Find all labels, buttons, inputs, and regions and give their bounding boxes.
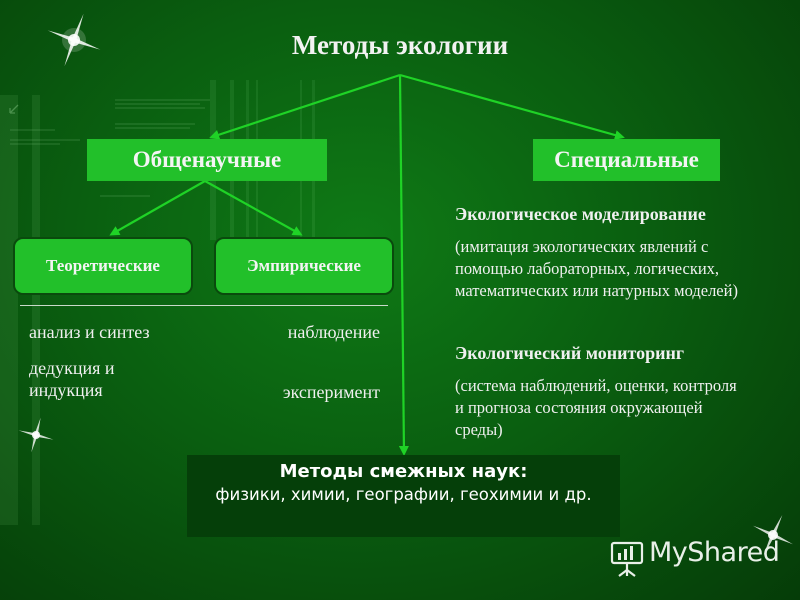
watermark-text: MyShared: [649, 537, 780, 568]
diagram-title: Методы экологии: [291, 30, 509, 60]
modeling-description: (имитация экологических явлений с помощью лабораторных, логических, математических или натурных моделей): [455, 237, 738, 300]
general-methods-box: Общенаучные: [87, 139, 327, 181]
empirical-item: наблюдение: [287, 322, 380, 342]
special-methods-box: Специальные: [533, 139, 720, 181]
related-sciences-list: физики, химии, географии, геохимии и др.: [215, 485, 592, 504]
theoretical-item: анализ и синтез: [29, 322, 150, 342]
empirical-methods-box: Эмпирические: [214, 237, 394, 295]
monitoring-description: (система наблюдений, оценки, контроля и прогноза состояния окружающей среды): [455, 376, 737, 439]
presentation-icon: [609, 537, 645, 577]
modeling-title: Экологическое моделирование: [455, 204, 706, 224]
related-sciences-box: [187, 455, 620, 537]
theoretical-item: дедукция и индукция: [29, 358, 115, 400]
arrow-to-special: [400, 75, 622, 137]
arrow-to-related: [400, 75, 404, 453]
divider: [20, 305, 388, 306]
arrow-to-theoretical: [112, 181, 205, 234]
related-sciences-title: Методы смежных наук:: [279, 461, 528, 482]
arrow-to-empirical: [205, 181, 300, 234]
arrow-to-general: [212, 75, 400, 137]
monitoring-title: Экологический мониторинг: [455, 343, 685, 363]
theoretical-methods-box: Теоретические: [13, 237, 193, 295]
empirical-item: эксперимент: [282, 382, 380, 402]
